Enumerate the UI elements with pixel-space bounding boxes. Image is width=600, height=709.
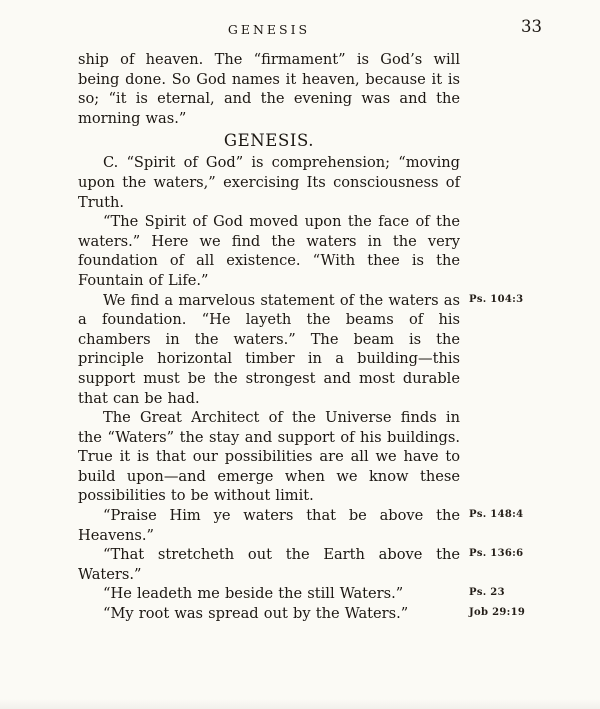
paragraph: The Great Architect of the Universe finds in the “Waters” the stay and support of his buildings. True it is that our possibilities are all we have to build upon—and emerge when we know these possibilities to be without limit.: [78, 409, 460, 505]
paragraph-row: [78, 604, 526, 624]
margin-note-scripture-reference: Ps. 148:4: [469, 509, 524, 521]
paragraph: “My root was spread out by the Waters.”: [103, 605, 409, 623]
margin-note-scripture-reference: Ps. 23: [469, 587, 505, 599]
paragraph-continuation: ship of heaven. The “firmament” is God’s will being done. So God names it heaven, because it is so; “it is eternal, and the evening was and the morning was.”: [78, 51, 460, 127]
paragraph: We find a marvelous statement of the waters as a foundation. “He layeth the beams of his chambers in the waters.” The beam is the principle horizontal timber in a building—this support must be the strongest and most durable that can be had.: [78, 291, 460, 407]
page-body: [78, 50, 526, 624]
margin-note-scripture-reference: Ps. 104:3: [469, 293, 524, 305]
paragraph-row: [78, 584, 505, 604]
paragraph: “The Spirit of God moved upon the face of the waters.” Here we find the waters in the very foundation of all existence. “With thee is the Fountain of Life.”: [78, 213, 460, 289]
margin-note-scripture-reference: Ps. 136:6: [469, 548, 524, 560]
paragraph-row: [78, 506, 524, 545]
page-number: 33: [521, 17, 542, 36]
running-head-title: GENESIS: [227, 22, 311, 37]
section-heading: GENESIS.: [223, 131, 315, 151]
paragraph-row: [78, 50, 460, 128]
paragraph-row: [78, 291, 524, 409]
paragraph: “Praise Him ye waters that be above the Heavens.”: [78, 507, 460, 544]
paragraph: “He leadeth me beside the still Waters.”: [103, 585, 404, 603]
paragraph-row: [78, 212, 460, 290]
paragraph-row: [78, 545, 524, 584]
margin-note-scripture-reference: Job 29:19: [469, 607, 526, 619]
paragraph-row: [78, 408, 460, 506]
paragraph: “That stretcheth out the Earth above the Waters.”: [78, 546, 460, 583]
paragraph-row: [78, 153, 460, 212]
paragraph: C. “Spirit of God” is comprehension; “moving upon the waters,” exercising Its consciousness of Truth.: [78, 154, 460, 211]
